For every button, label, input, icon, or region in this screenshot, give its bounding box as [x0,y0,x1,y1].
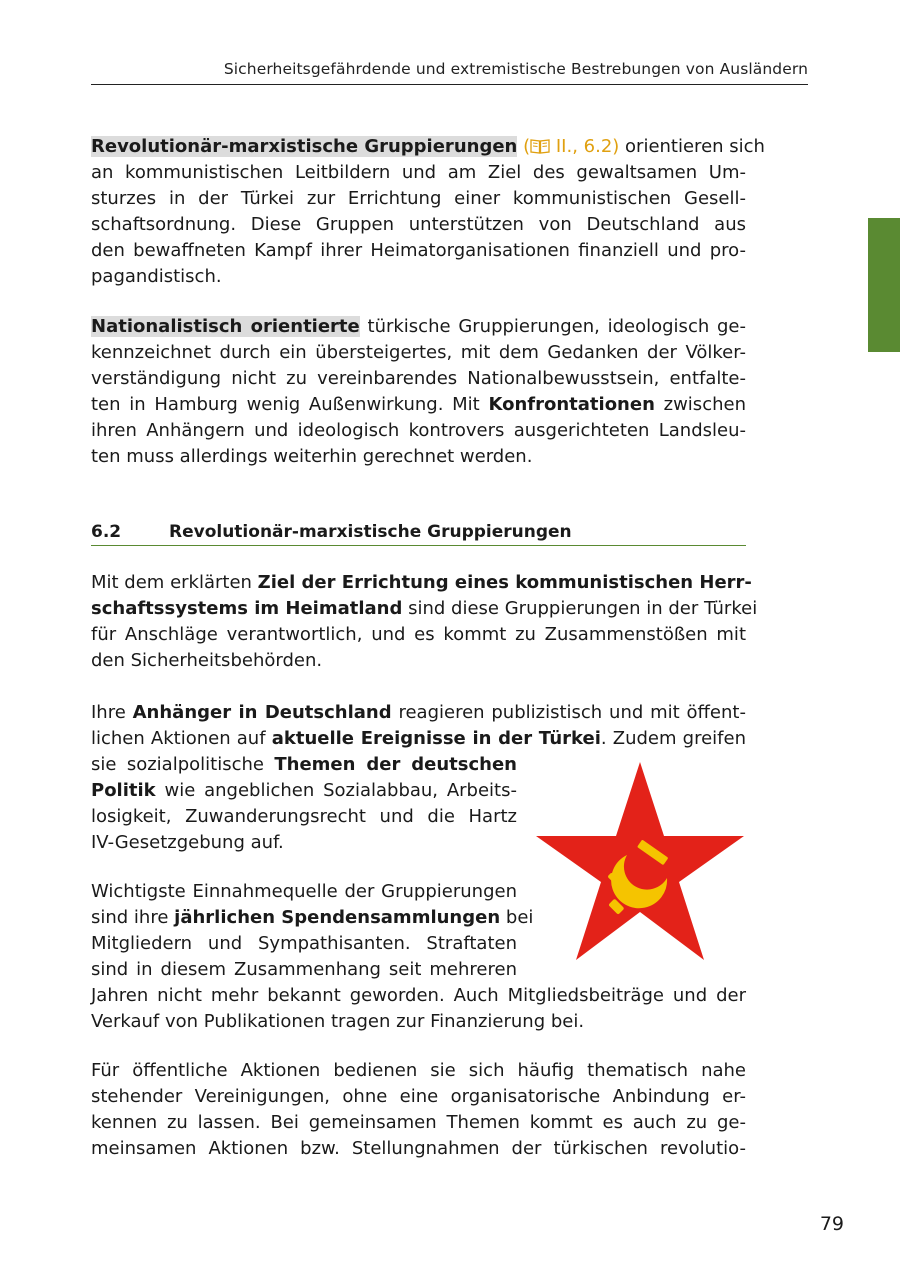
book-icon [530,138,550,154]
text-line: losigkeit, Zuwanderungsrecht und die Hartz [91,806,517,827]
cross-reference[interactable]: ( II., 6.2) [523,136,620,157]
bold-term: Konfrontationen [488,394,655,415]
text-line: sind ihre jährlichen Spendensammlungen bei [91,907,534,928]
text-line: Politik wie angeblichen Sozialabbau, Arbeits- [91,780,517,801]
text-line: Mitgliedern und Sympathisanten. Straftaten [91,933,517,954]
running-header: Sicherheitsgefährdende und extremistische Bestrebungen von Ausländern [223,60,808,78]
text-line: an kommunistischen Leitbildern und am Ziel des gewaltsamen Um- [91,162,746,183]
text-line: Ihre Anhänger in Deutschland reagieren publizistisch und mit öffent- [91,702,746,723]
highlighted-term: Nationalistisch orientierte [91,316,360,337]
text-line: Revolutionär-marxistische Gruppierungen ( II., 6.2) orientieren sich [91,136,765,157]
text-line: lichen Aktionen auf aktuelle Ereignisse in der Türkei. Zudem greifen [91,728,746,749]
header-rule [91,84,808,85]
text-line: den bewaffneten Kampf ihrer Heimatorganisationen finanziell und pro- [91,240,746,261]
text-line: schaftsordnung. Diese Gruppen unterstützen von Deutschland aus [91,214,746,235]
page-number: 79 [819,1213,844,1235]
text-line: IV-Gesetzgebung auf. [91,832,284,853]
text-line: schaftssystems im Heimatland sind diese Gruppierungen in der Türkei [91,598,758,619]
highlighted-term: Revolutionär-marxistische Gruppierungen [91,136,518,157]
text-line: sind in diesem Zusammenhang seit mehreren [91,959,517,980]
text-line: pagandistisch. [91,266,222,287]
bold-term: Anhänger in Deutschland [132,702,392,723]
bold-term: Politik [91,780,156,801]
bold-term: schaftssystems im Heimatland [91,598,403,619]
paragraph-nationalist [91,314,746,470]
text-line: meinsamen Aktionen bzw. Stellungnahmen der türkischen revolutio- [91,1138,746,1159]
text-line: ten muss allerdings weiterhin gerechnet werden. [91,446,533,467]
text-line: ten in Hamburg wenig Außenwirkung. Mit Konfrontationen zwischen [91,394,746,415]
text-line: verständigung nicht zu vereinbarendes Nationalbewusstsein, entfalte- [91,368,746,389]
red-star-hammer-sickle-icon [534,760,746,962]
text-line: sie sozialpolitische Themen der deutschen [91,754,517,775]
paragraph-public-actions [91,1058,746,1162]
paragraph-revolutionary-marxist [91,134,765,290]
text-line: sturzes in der Türkei zur Errichtung einer kommunistischen Gesell- [91,188,746,209]
text-line: stehender Vereinigungen, ohne eine organisatorische Anbindung er- [91,1086,746,1107]
section-heading [91,520,746,546]
text-line: den Sicherheitsbehörden. [91,650,323,671]
text-line: kennzeichnet durch ein übersteigertes, mit dem Gedanken der Völker- [91,342,746,363]
section-number: 6.2 [91,522,122,542]
section-title: Revolutionär-marxistische Gruppierungen [169,522,572,542]
text-line: Wichtigste Einnahmequelle der Gruppierungen [91,881,517,902]
text-line: Für öffentliche Aktionen bedienen sie sich häufig thematisch nahe [91,1060,746,1081]
text-line: ihren Anhängern und ideologisch kontrovers ausgerichteten Landsleu- [91,420,746,441]
chapter-side-tab [868,218,900,352]
text-line: für Anschläge verantwortlich, und es kommt zu Zusammenstößen mit [91,624,746,645]
text-line: Jahren nicht mehr bekannt geworden. Auch Mitgliedsbeiträge und der [91,985,746,1006]
red-star-hammer-sickle-image [534,760,746,962]
text-line: Mit dem erklärten Ziel der Errichtung eines kommunistischen Herr- [91,572,752,593]
bold-term: aktuelle Ereignisse in der Türkei [271,728,601,749]
paragraph-goal [91,570,758,674]
bold-term: jährlichen Spendensammlungen [174,907,501,928]
text-line: Nationalistisch orientierte türkische Gruppierungen, ideologisch ge- [91,316,746,337]
bold-term: Ziel der Errichtung eines kommunistischen Herr- [257,572,752,593]
bold-term: Themen der deutschen [274,754,517,775]
text-line: Verkauf von Publikationen tragen zur Finanzierung bei. [91,1011,585,1032]
text-line: kennen zu lassen. Bei gemeinsamen Themen kommt es auch zu ge- [91,1112,746,1133]
